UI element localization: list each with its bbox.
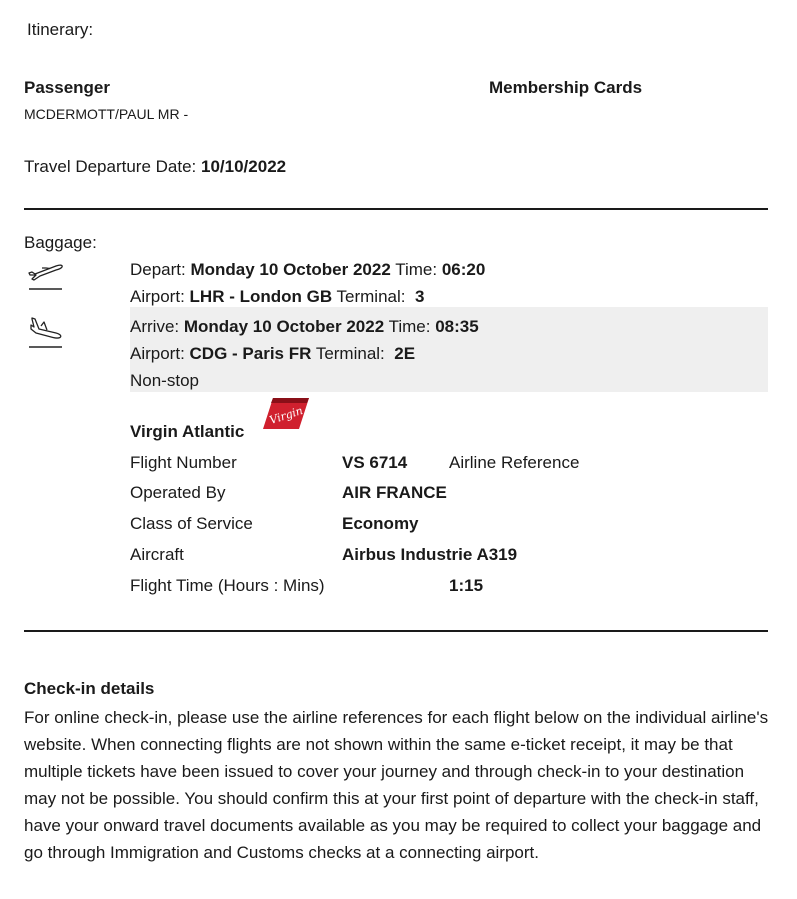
arrive-airport: CDG - Paris FR <box>189 344 312 363</box>
arrive-row <box>130 317 479 337</box>
depart-airport: LHR - London GB <box>189 287 333 306</box>
flight-time: 1:15 <box>449 576 484 595</box>
depart-label: Depart: <box>130 260 186 279</box>
arrive-terminal-label: Terminal: <box>315 344 385 363</box>
depart-terminal-label: Terminal: <box>336 287 406 306</box>
class-value: Economy <box>342 514 419 533</box>
operated-by: AIR FRANCE <box>342 483 447 502</box>
plane-takeoff-icon <box>26 258 64 292</box>
airline-reference-label: Airline Reference <box>449 453 580 472</box>
depart-row <box>130 260 485 280</box>
arrive-time-label: Time: <box>388 317 431 336</box>
depart-airport-label: Airport: <box>130 287 185 306</box>
checkin-title: Check-in details <box>24 679 155 698</box>
depart-date: Monday 10 October 2022 <box>190 260 391 279</box>
departure-date-value: 10/10/2022 <box>201 157 287 176</box>
flight-time-label: Flight Time (Hours : Mins) <box>130 576 325 595</box>
depart-airport-row <box>130 287 424 307</box>
depart-time-label: Time: <box>395 260 438 279</box>
flight-number-label: Flight Number <box>130 453 237 472</box>
departure-date-row <box>24 157 286 177</box>
passenger-label: Passenger <box>24 78 110 97</box>
arrive-label: Arrive: <box>130 317 180 336</box>
passenger-name: MCDERMOTT/PAUL MR - <box>24 106 189 122</box>
plane-landing-icon <box>26 316 64 350</box>
divider-top <box>24 208 768 210</box>
arrive-airport-label: Airport: <box>130 344 185 363</box>
airline-name: Virgin Atlantic <box>130 422 245 441</box>
operated-by-label: Operated By <box>130 483 226 502</box>
flight-number: VS 6714 <box>342 453 408 472</box>
depart-time: 06:20 <box>441 260 486 279</box>
itinerary-label: Itinerary: <box>27 20 94 39</box>
arrive-terminal: 2E <box>394 344 416 363</box>
arrive-date: Monday 10 October 2022 <box>183 317 385 336</box>
class-label: Class of Service <box>130 514 253 533</box>
depart-terminal: 3 <box>414 287 425 306</box>
membership-cards-label: Membership Cards <box>489 78 643 97</box>
checkin-text: For online check-in, please use the airline references for each flight below on the individual airline's website. When connecting flights are not shown within the same e-ticket receipt, it may be that multiple tickets have been issued to cover your journey and through check-in to your destination may not be possible. You should confirm this at your first point of departure with the check-in staff, have your onward travel documents available as you may be required to collect your baggage and go through Immigration and Customs checks at a connecting airport. <box>24 708 769 862</box>
logo-text: Virgin <box>267 404 305 427</box>
divider-bottom <box>24 630 768 632</box>
arrive-airport-row <box>130 344 415 364</box>
stops-text: Non-stop <box>130 371 199 390</box>
departure-date-label: Travel Departure Date: <box>24 157 197 176</box>
aircraft-value: Airbus Industrie A319 <box>342 545 518 564</box>
virgin-atlantic-logo <box>261 397 311 430</box>
aircraft-label: Aircraft <box>130 545 184 564</box>
arrive-time: 08:35 <box>435 317 479 336</box>
baggage-label: Baggage: <box>24 233 97 252</box>
